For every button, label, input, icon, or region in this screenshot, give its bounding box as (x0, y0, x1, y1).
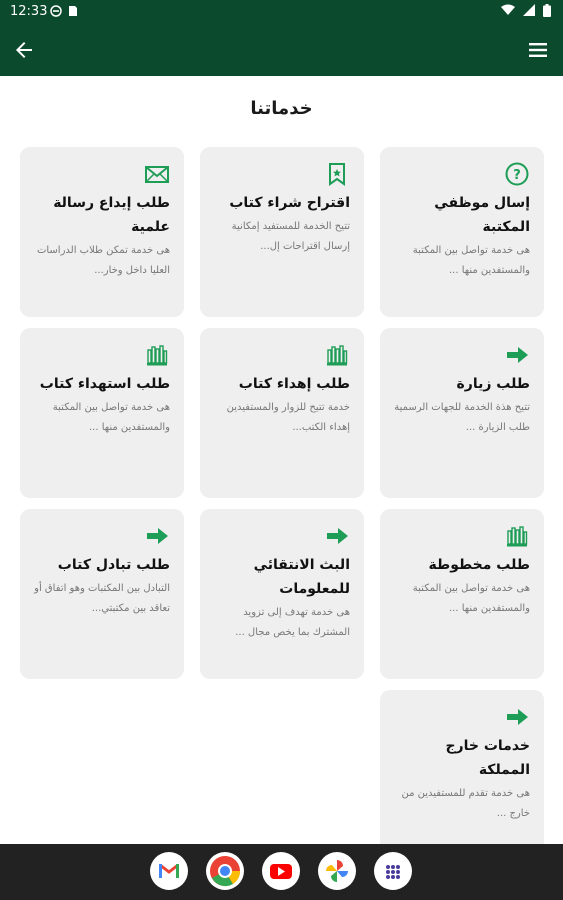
youtube-icon[interactable] (262, 852, 300, 890)
books-icon (144, 342, 170, 368)
card-title: طلب مخطوطة (428, 557, 530, 573)
card-title: اقتراح شراء كتاب (229, 195, 350, 211)
card-description: تتيح الخدمة للمستفيد إمكانية إرسال اقتراحات إل... (231, 221, 350, 252)
service-card-selective-dissemination[interactable] (200, 509, 364, 679)
card-title: طلب استهداء كتاب (39, 376, 170, 392)
arrow-right-icon (324, 523, 350, 549)
service-card-deposit-thesis[interactable] (20, 147, 184, 317)
question-circle-icon (504, 161, 530, 187)
card-title: خدمات خارج المملكة (445, 738, 530, 778)
gmail-icon[interactable] (150, 852, 188, 890)
card-description: هى خدمة تمكن طلاب الدراسات العليا داخل وخار... (36, 245, 170, 276)
card-description: خدمة تتيح للزوار والمستفيدين إهداء الكتب... (226, 402, 350, 433)
service-card-visit-request[interactable] (380, 328, 544, 498)
card-title: إسال موظفي المكتبة (434, 195, 530, 235)
books-icon (324, 342, 350, 368)
page-title: خدماتنا (250, 98, 313, 119)
card-title: طلب زيارة (456, 376, 530, 392)
arrow-right-icon (504, 342, 530, 368)
dock-apps (150, 852, 412, 890)
photos-icon[interactable] (318, 852, 356, 890)
books-icon (504, 523, 530, 549)
service-card-request-book[interactable] (20, 328, 184, 498)
service-card-outside-kingdom[interactable] (380, 690, 544, 844)
app-drawer-icon[interactable] (374, 852, 412, 890)
service-card-contact-staff[interactable] (380, 147, 544, 317)
card-description: تتيح هذة الخدمة للجهات الرسمية طلب الزيارة ... (394, 402, 530, 433)
envelope-icon (144, 161, 170, 187)
system-dock (0, 844, 563, 900)
service-card-manuscript-request[interactable] (380, 509, 544, 679)
card-description: هى خدمة تقدم للمستفيدين من خارج ... (401, 788, 530, 819)
card-description: هى خدمة تهدف إلى تزويد المشترك بما يخص مجال ... (235, 607, 350, 638)
chrome-icon[interactable] (206, 852, 244, 890)
card-description: هى خدمة تواصل بين المكتبة والمستفدين منها ... (412, 245, 530, 276)
card-title: طلب تبادل كتاب (57, 557, 170, 573)
card-title: طلب إيداع رسالة علمية (53, 195, 170, 235)
arrow-right-icon (504, 704, 530, 730)
status-time: 12:33 (10, 4, 48, 19)
card-title: طلب إهداء كتاب (238, 376, 350, 392)
card-title: البث الانتقائي للمعلومات (253, 557, 350, 597)
bookmark-icon (324, 161, 350, 187)
svg-text:?: ? (513, 168, 521, 183)
card-description: التبادل بين المكتبات وهو اتفاق أو تعاقد بين مكتبتي... (34, 583, 170, 614)
card-description: هى خدمة تواصل بين المكتبة والمستفدين منها ... (52, 402, 170, 433)
service-card-book-exchange[interactable] (20, 509, 184, 679)
arrow-right-icon (144, 523, 170, 549)
card-description: هى خدمة تواصل بين المكتبة والمستفدين منها ... (412, 583, 530, 614)
service-card-suggest-book[interactable] (200, 147, 364, 317)
service-card-donate-book[interactable] (200, 328, 364, 498)
